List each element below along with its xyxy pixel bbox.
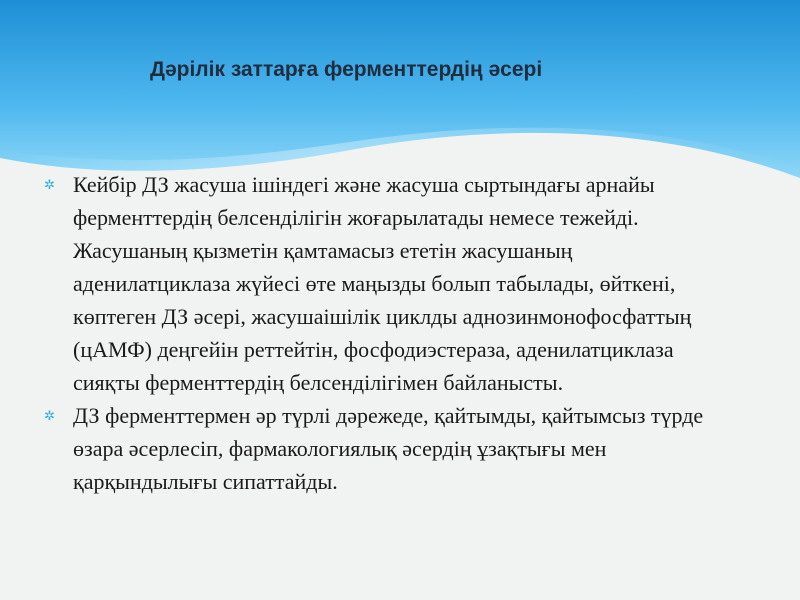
bullet-item: [44, 399, 704, 498]
bullet-text: Кейбір ДЗ жасуша ішіндегі және жасуша сыртындағы арнайы ферменттердің белсенділігін жоғарылатады немесе тежейді. Жасушаның қызметін қамтамасыз ететін жасушаның аденилатциклаза жүйесі өте маңызды болып табылады, өйткені, көптеген ДЗ әсері, жасушаішілік циклды аднозинмонофосфаттың (цАМФ) деңгейін реттейтін, фосфодиэстераза, аденилатциклаза сияқты ферменттердің белсенділігімен байланысты.: [73, 172, 692, 395]
bullet-item: [44, 168, 704, 399]
bullet-text: ДЗ ферменттермен әр түрлі дәрежеде, қайтымды, қайтымсыз түрде өзара әсерлесіп, фармакологиялық әсердің ұзақтығы мен қарқындылығы сипаттайды.: [73, 403, 704, 494]
slide-title: Дәрілік заттарға ферменттердің әсері: [150, 58, 543, 81]
bullet-list: [44, 168, 704, 498]
star-bullet-icon: ✲: [44, 408, 55, 423]
star-bullet-icon: ✲: [44, 177, 55, 192]
